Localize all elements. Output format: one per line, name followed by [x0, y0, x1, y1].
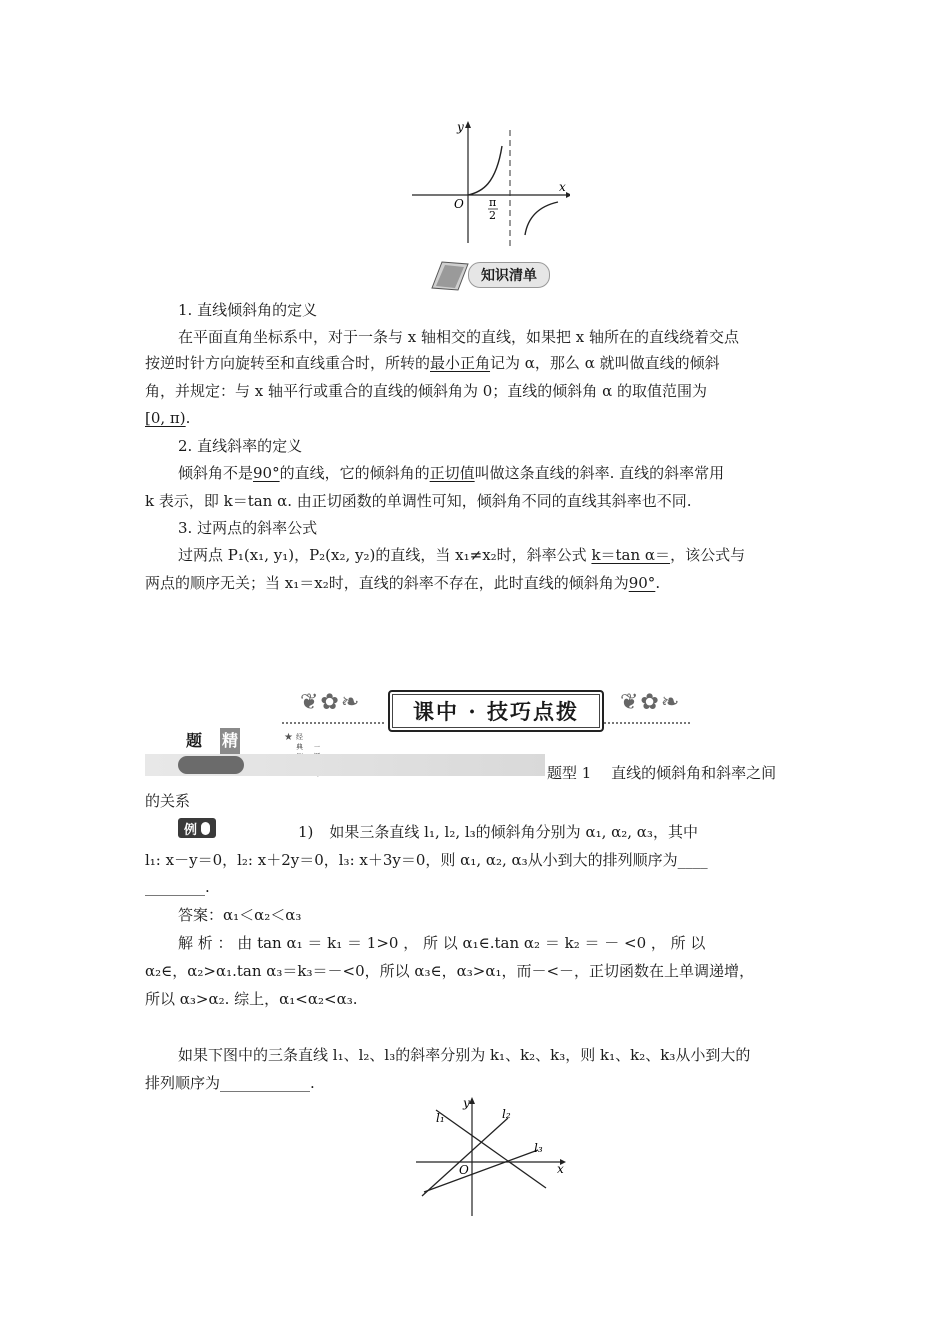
tab-note-1: 经典	[296, 733, 303, 751]
line-l2	[422, 1118, 508, 1196]
followup-line1: 如果下图中的三条直线 l₁、l₂、l₃的斜率分别为 k₁、k₂、k₃，则 k₁、k₂、k₃从小到大的	[178, 1046, 751, 1064]
example-badge-dot	[201, 822, 210, 835]
solution-line2: α₂∈，α₂>α₁.tan α₃＝k₃＝－<0，所以 α₃∈，α₃>α₁，而－<－，正切函数在上单调递增，	[145, 962, 755, 980]
answer: 答案：α₁＜α₂＜α₃	[178, 906, 302, 924]
left-ornament-icon: ❦✿❧	[300, 690, 362, 715]
solution-line3: 所以 α₃>α₂. 综上，α₁<α₂<α₃.	[145, 990, 358, 1008]
section3-line1: 过两点 P₁(x₁, y₁)，P₂(x₂, y₂)的直线，当 x₁≠x₂时，斜率公式 k＝tan α＝，该公式与	[178, 546, 746, 564]
tab-label-right: 精	[220, 728, 240, 774]
section3-line2: 两点的顺序无关；当 x₁＝x₂时，直线的斜率不存在，此时直线的倾斜角为90°.	[145, 574, 661, 592]
blank-tangent-value: 正切值	[429, 464, 475, 482]
book-icon	[428, 258, 470, 292]
example-line2: l₁: x－y＝0，l₂: x＋2y＝0，l₃: x＋3y＝0，则 α₁, α₂, α₃从小到大的排列顺序为____	[145, 851, 708, 869]
example-line3: ________.	[145, 878, 210, 896]
right-dotted-rule	[604, 722, 690, 726]
x-axis-label: x	[559, 180, 566, 194]
topic-pill	[178, 756, 244, 774]
example-badge-label: 例	[183, 822, 197, 838]
section3-title: 3. 过两点的斜率公式	[178, 519, 318, 537]
topic-title-line2: 的关系	[145, 792, 191, 810]
tick-pi: π	[489, 196, 497, 209]
knowledge-badge-label: 知识清单	[468, 262, 550, 288]
example-badge	[178, 818, 216, 838]
section2-line1: 倾斜角不是90°的直线，它的倾斜角的正切值叫做这条直线的斜率. 直线的斜率常用	[178, 464, 725, 482]
blank-vertical-angle: 90°	[628, 574, 656, 592]
label-l2: l₂	[502, 1107, 511, 1121]
right-ornament-icon: ❦✿❧	[620, 690, 682, 715]
fig2-x-label: x	[557, 1162, 564, 1176]
blank-slope-formula: k＝tan α＝	[591, 546, 671, 564]
knowledge-badge	[428, 258, 552, 292]
blank-angle-range: [0, π)	[145, 409, 186, 427]
section1-title: 1. 直线倾斜角的定义	[178, 301, 318, 319]
origin-label: O	[454, 197, 464, 211]
three-lines-graph	[414, 1094, 574, 1218]
section2-title: 2. 直线斜率的定义	[178, 437, 303, 455]
y-axis-label: y	[457, 120, 464, 134]
fig2-y-label: y	[463, 1096, 470, 1110]
section2-line2: k 表示，即 k＝tan α. 由正切函数的单调性可知，倾斜角不同的直线其斜率也不同.	[145, 492, 692, 510]
tick-two: 2	[489, 209, 496, 222]
tangent-graph	[410, 118, 570, 248]
solution-line1: 解 析 ： 由 tan α₁ ＝ k₁ ＝ 1>0 ， 所 以 α₁∈.tan α₂ ＝ k₂ ＝ － <0 ， 所 以	[178, 934, 706, 952]
blank-ninety-degrees: 90°	[253, 464, 280, 482]
section1-line1: 在平面直角坐标系中，对于一条与 x 轴相交的直线，如果把 x 轴所在的直线绕着交点	[178, 328, 739, 346]
section-banner: 课中 · 技巧点拨	[388, 690, 604, 732]
tab-label-left: 题	[186, 731, 203, 750]
tab-note-2: 一	[314, 744, 321, 751]
left-dotted-rule	[282, 722, 384, 726]
line-l3	[424, 1150, 538, 1192]
star-icon: ★	[284, 732, 293, 743]
section1-line3: 角，并规定：与 x 轴平行或重合的直线的倾斜角为 0；直线的倾斜角 α 的取值范围为	[145, 382, 707, 400]
topic-title-line1: 题型 1 直线的倾斜角和斜率之间	[547, 764, 777, 782]
section1-line4: [0, π).	[145, 409, 191, 427]
example-number-and-line1: 1) 如果三条直线 l₁, l₂, l₃的倾斜角分别为 α₁, α₂, α₃，其中	[298, 823, 698, 841]
label-l3: l₃	[534, 1141, 543, 1155]
section1-line2: 按逆时针方向旋转至和直线重合时，所转的最小正角记为 α，那么 α 就叫做直线的倾斜	[145, 354, 720, 372]
blank-min-positive-angle: 最小正角	[430, 354, 491, 372]
fig2-origin-label: O	[459, 1163, 469, 1177]
label-l1: l₁	[436, 1111, 445, 1125]
line-l1	[436, 1110, 546, 1188]
followup-line2: 排列顺序为____________.	[145, 1074, 315, 1092]
